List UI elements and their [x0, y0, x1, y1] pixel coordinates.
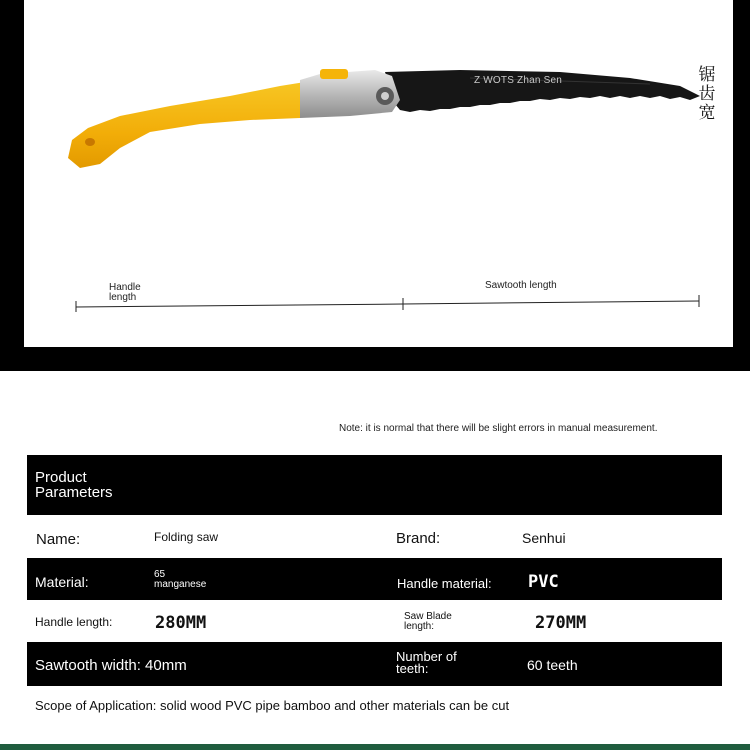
sawtooth-length-label: Sawtooth length: [485, 280, 557, 291]
table-title-row: [27, 455, 722, 515]
table-row: [27, 600, 722, 642]
saw-handle: [68, 82, 305, 168]
row-value: PVC: [528, 572, 559, 592]
handle-length-label: Handle length: [109, 282, 141, 303]
brand-watermark: Z WOTS Zhan Sen: [474, 75, 563, 86]
product-parameters-table: [27, 455, 722, 686]
row-label: Brand:: [396, 530, 441, 547]
table-row: [27, 558, 722, 600]
row-label: Saw Blade length:: [404, 611, 452, 632]
row-label: Material:: [35, 574, 89, 590]
row-value: 65 manganese: [154, 569, 207, 590]
measurement-note: Note: it is normal that there will be slight errors in manual measurement.: [339, 423, 658, 434]
row-label: Name:: [36, 531, 81, 548]
row-value: 280MM: [155, 613, 207, 633]
tooth-width-label: 锯齿宽: [698, 65, 716, 123]
table-title: Product Parameters: [35, 469, 113, 501]
row-value: Senhui: [522, 530, 566, 546]
row-value: 270MM: [535, 613, 587, 633]
row-label: Number of teeth:: [396, 649, 457, 676]
folding-saw-illustration: [0, 0, 750, 200]
scope-of-application: Scope of Application: solid wood PVC pipe bamboo and other materials can be cut: [35, 698, 510, 713]
footer-bar: [0, 744, 750, 750]
row-value: Folding saw: [154, 530, 219, 544]
table-row: [27, 642, 722, 686]
row-label: Handle length:: [35, 615, 113, 629]
row-value: 60 teeth: [527, 657, 578, 673]
dimension-lines: [0, 290, 750, 320]
row-label: Handle material:: [397, 576, 492, 591]
table-row: [27, 515, 722, 558]
row-label: Sawtooth width: 40mm: [35, 657, 187, 674]
